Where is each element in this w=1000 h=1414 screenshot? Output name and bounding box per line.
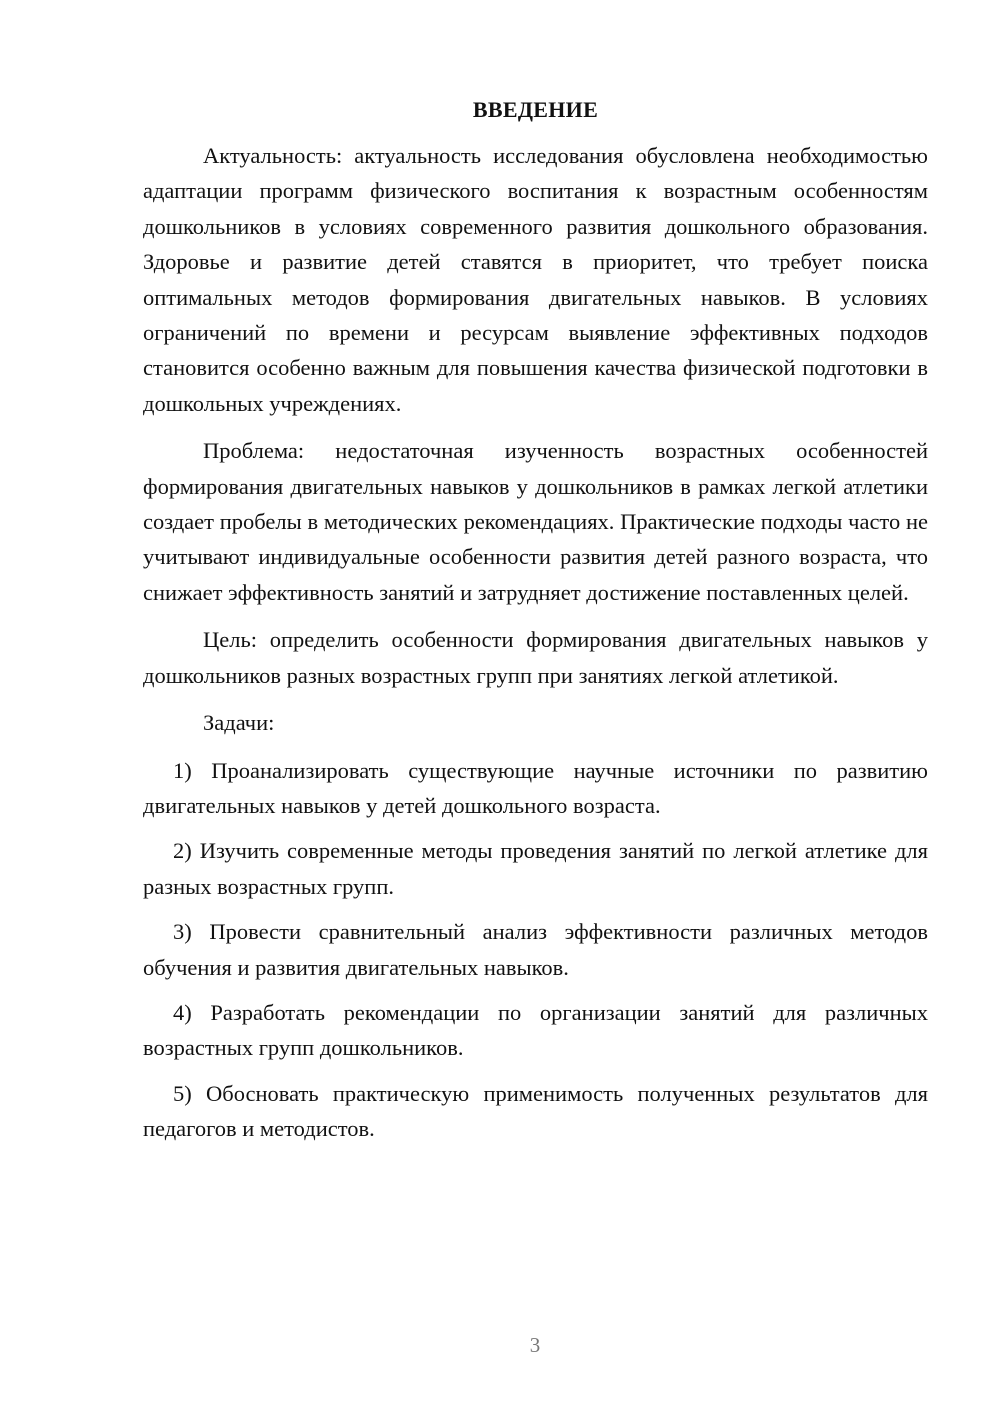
- document-page: [143, 94, 928, 1157]
- task-item-4: 4) Разработать рекомендации по организации занятий для различных возрастных групп дошкольников.: [143, 999, 928, 1061]
- task-item-1: 1) Проанализировать существующие научные источники по развитию двигательных навыков у детей дошкольного возраста.: [143, 757, 928, 818]
- relevance-paragraph: Актуальность: актуальность исследования обусловлена необходимостью адаптации программ физического воспитания к возрастным особенностям дошкольников в условиях современного развития дошкольного образования. Здоровье и развитие детей ставятся в приоритет, что требует поиска оптимальных методов формирования двигательных навыков. В условиях ограничений по времени и ресурсам выявление эффективных подходов становится особенно важным для повышения качества физической подготовки в дошкольных учреждениях.: [143, 143, 928, 416]
- goal-paragraph: Цель: определить особенности формирования двигательных навыков у дошкольников разных возрастных групп при занятиях легкой атлетикой.: [143, 627, 928, 688]
- tasks-heading: Задачи:: [203, 710, 275, 736]
- task-item-3: 3) Провести сравнительный анализ эффективности различных методов обучения и развития двигательных навыков.: [143, 919, 928, 980]
- task-item-5: 5) Обосновать практическую применимость полученных результатов для педагогов и методистов.: [143, 1080, 928, 1142]
- problem-paragraph: Проблема: недостаточная изученность возрастных особенностей формирования двигательных навыков у дошкольников в рамках легкой атлетики создает пробелы в методических рекомендациях. Практические подходы часто не учитывают индивидуальные особенности развития детей разного возраста, что снижает эффективность занятий и затрудняет достижение поставленных целей.: [143, 438, 928, 605]
- page-number: 3: [529, 1333, 541, 1357]
- section-title: ВВЕДЕНИЕ: [472, 97, 599, 122]
- task-item-2: 2) Изучить современные методы проведения занятий по легкой атлетике для разных возрастных групп.: [143, 838, 928, 899]
